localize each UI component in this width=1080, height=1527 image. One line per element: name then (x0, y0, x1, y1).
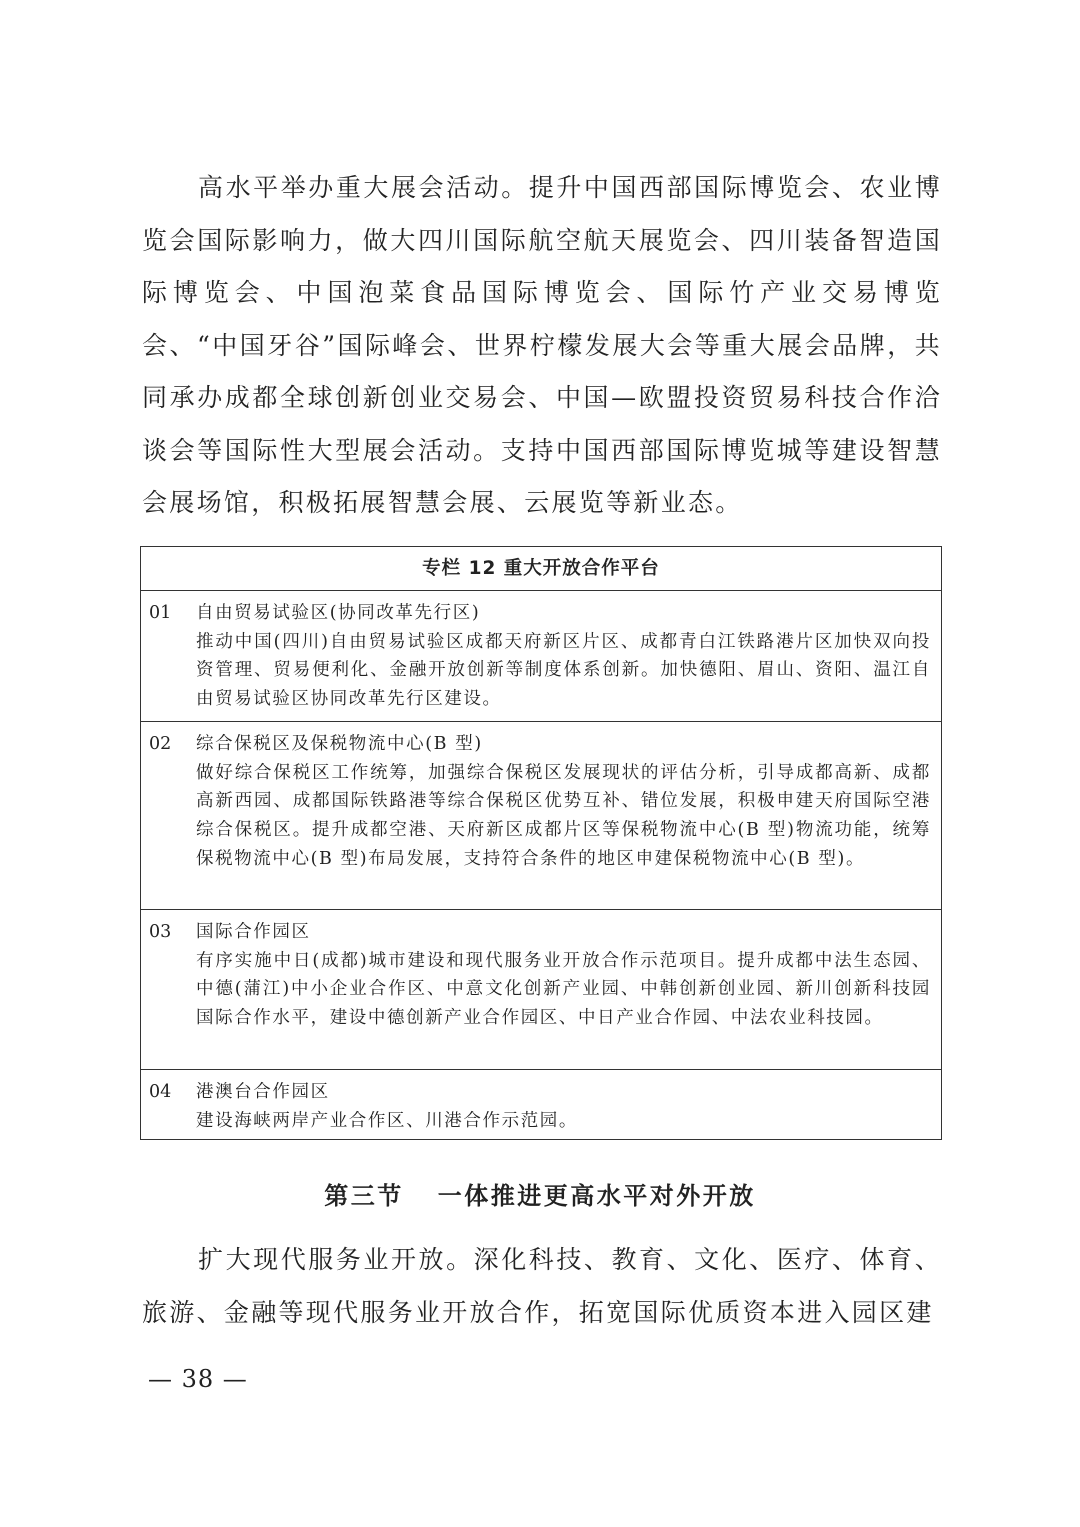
item-number: 03 (149, 922, 172, 942)
item-heading: 港澳台合作园区 (196, 1082, 330, 1102)
column-box (140, 546, 942, 1140)
section-label: 第三节 (324, 1182, 404, 1210)
item-number: 02 (149, 734, 172, 754)
column-item (141, 722, 941, 910)
item-text: 做好综合保税区工作统筹，加强综合保税区发展现状的评估分析，引导成都高新、成都高新西园、成都国际铁路港等综合保税区优势互补、错位发展，积极申建天府国际空港综合保税区。提升成都空港、天府新区成都片区等保税物流中心(B 型)物流功能，统筹保税物流中心(B 型)布局发展，支持符合条件的地区申建保税物流中心(B 型)。 (196, 762, 931, 869)
item-text: 建设海峡两岸产业合作区、川港合作示范园。 (196, 1110, 578, 1131)
paragraph-exhibitions: 高水平举办重大展会活动。提升中国西部国际博览会、农业博览会国际影响力，做大四川国际航空航天展览会、四川装备智造国际博览会、中国泡菜食品国际博览会、国际竹产业交易博览会、“中国牙谷”国际峰会、世界柠檬发展大会等重大展会品牌，共同承办成都全球创新创业交易会、中国—欧盟投资贸易科技合作洽谈会等国际性大型展会活动。支持中国西部国际博览城等建设智慧会展场馆，积极拓展智慧会展、云展览等新业态。 (142, 173, 942, 517)
item-text: 有序实施中日(成都)城市建设和现代服务业开放合作示范项目。提升成都中法生态园、中德(蒲江)中小企业合作区、中意文化创新产业园、中韩创新创业园、新川创新科技园国际合作水平，建设中德创新产业合作园区、中日产业合作园、中法农业科技园。 (196, 950, 931, 1029)
item-number: 04 (149, 1082, 172, 1102)
column-item (141, 910, 941, 1070)
paragraph-services-opening: 扩大现代服务业开放。深化科技、教育、文化、医疗、体育、旅游、金融等现代服务业开放合作，拓宽国际优质资本进入园区建 (142, 1245, 942, 1327)
column-item (141, 1070, 941, 1140)
section-title: 一体推进更高水平对外开放 (437, 1182, 756, 1210)
item-heading: 国际合作园区 (196, 922, 311, 942)
item-body (196, 730, 931, 874)
item-body (196, 918, 931, 1033)
item-body (196, 599, 931, 714)
item-text: 推动中国(四川)自由贸易试验区成都天府新区片区、成都青白江铁路港片区加快双向投资管理、贸易便利化、金融开放创新等制度体系创新。加快德阳、眉山、资阳、温江自由贸易试验区协同改革先行区建设。 (196, 631, 931, 710)
page-number: — 38 — (148, 1365, 248, 1393)
item-heading: 自由贸易试验区(协同改革先行区) (196, 603, 481, 623)
column-item (141, 591, 941, 722)
item-body (196, 1078, 931, 1135)
section-heading (0, 1178, 1080, 1214)
item-heading: 综合保税区及保税物流中心(B 型) (196, 734, 483, 754)
column-box-title: 专栏 12 重大开放合作平台 (141, 547, 941, 591)
item-number: 01 (149, 603, 172, 623)
